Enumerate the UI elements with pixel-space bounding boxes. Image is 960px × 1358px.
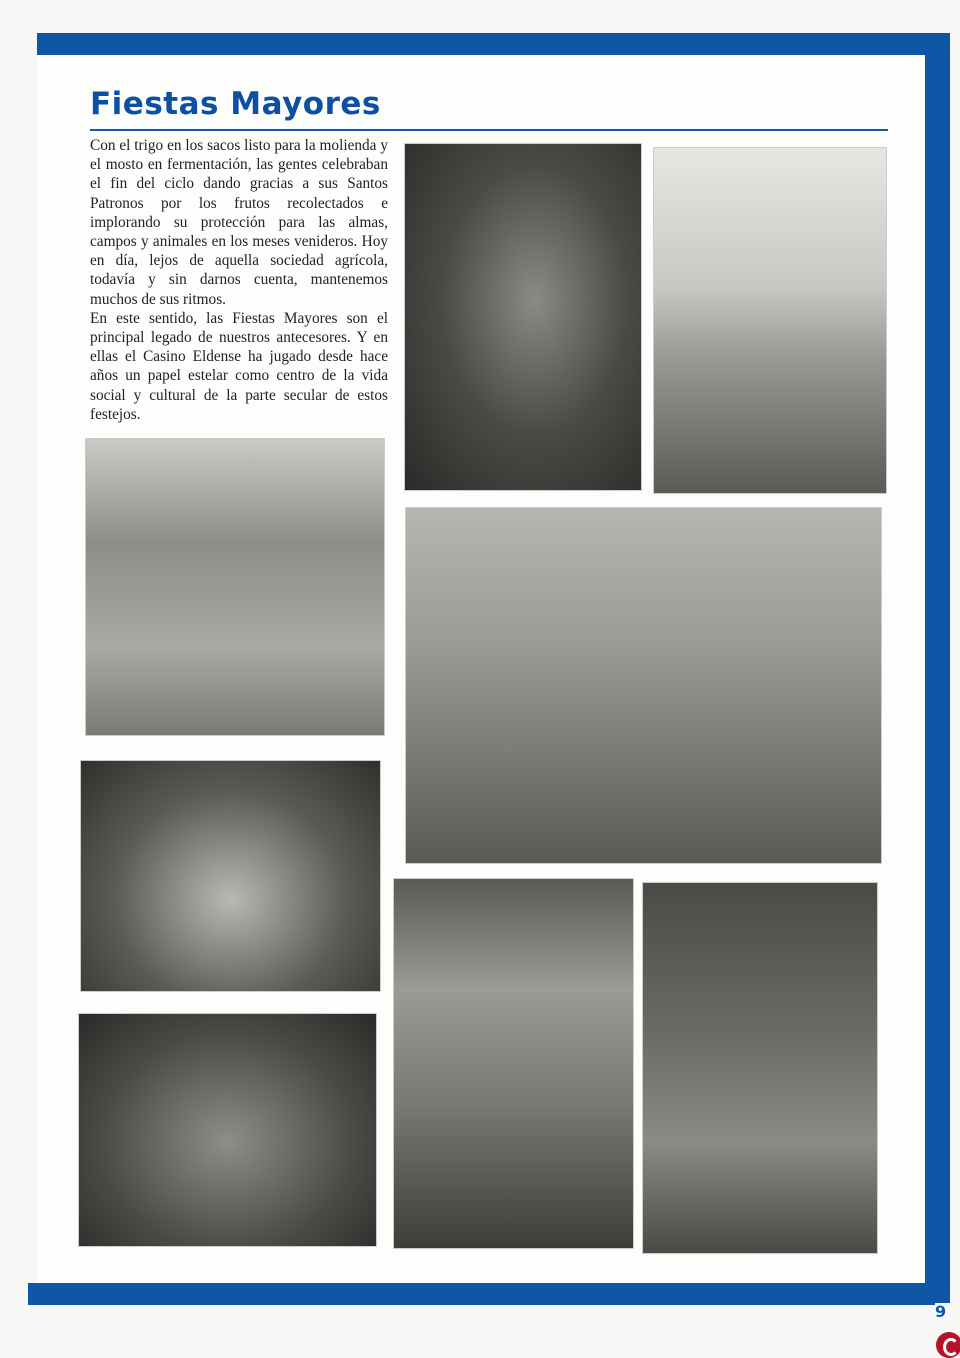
photo-group-palm [653, 147, 887, 494]
frame-right [925, 33, 950, 1303]
page-number: 9 [935, 1302, 947, 1321]
photo-couples-tree [404, 143, 642, 491]
photo-young-group [405, 507, 882, 864]
photo-two-women-seated [80, 760, 381, 992]
photo-dancing-couple [642, 882, 878, 1254]
publisher-logo-icon [936, 1332, 960, 1358]
photo-table-group [78, 1013, 377, 1247]
frame-top [37, 33, 950, 55]
paragraph: En este sentido, las Fiestas Mayores son el principal legado de nuestros antecesores. Y en ellas el Casino Eldense ha jugado desde hace años un papel estelar como centro de la vida social y cultural de la parte secular de estos festejos. [90, 309, 388, 423]
frame-bottom [28, 1283, 935, 1305]
article-title: Fiestas Mayores [90, 86, 381, 122]
photo-group-street [85, 438, 385, 736]
article-body [90, 136, 388, 424]
paragraph: Con el trigo en los sacos listo para la molienda y el mosto en fermentación, las gentes celebraban el fin del ciclo dando gracias a sus Santos Patronos por los frutos recolectados e implorando su protección para las almas, campos y animales en los meses venideros. Hoy en día, lejos de aquella sociedad agrícola, todavía y sin darnos cuenta, mantenemos muchos de sus ritmos. [90, 137, 388, 308]
photo-women-palms [393, 878, 634, 1249]
title-rule [90, 129, 888, 131]
